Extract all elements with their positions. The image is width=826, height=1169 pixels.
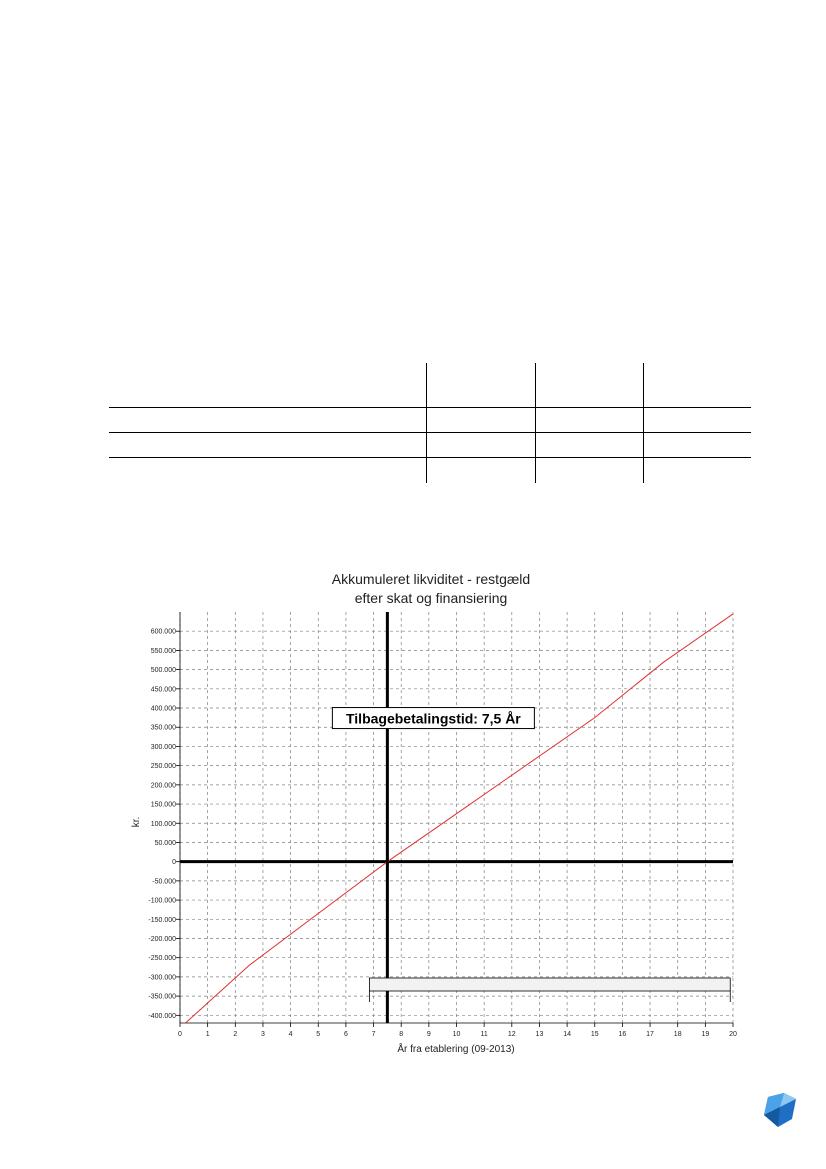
x-tick-label: 2 [233, 1031, 238, 1038]
payback-label: Tilbagebetalingstid: 7,5 År [345, 710, 521, 727]
y-tick-label: 350.000 [150, 724, 176, 732]
y-tick-label: 300.000 [150, 743, 176, 751]
x-tick-label: 7 [371, 1031, 376, 1038]
x-axis-label: År fra etablering (09-2013) [397, 1044, 515, 1055]
x-tick-label: 10 [452, 1031, 461, 1038]
x-tick-label: 1 [205, 1031, 210, 1038]
x-tick-label: 19 [701, 1031, 710, 1038]
y-tick-label: 0 [172, 859, 176, 867]
y-tick-label: -400.000 [148, 1012, 176, 1020]
y-tick-label: 150.000 [150, 801, 176, 809]
axes [176, 612, 733, 1027]
y-tick-label: -350.000 [148, 993, 176, 1001]
x-tick-label: 3 [260, 1031, 265, 1038]
y-tick-label: 600.000 [150, 628, 176, 636]
chart-title-line2: efter skat og finansiering [354, 590, 508, 606]
y-tick-label: -150.000 [148, 916, 176, 924]
y-tick-label: -100.000 [148, 897, 176, 905]
chart-title-line1: Akkumuleret likviditet - restgæld [331, 571, 531, 587]
x-tick-label: 15 [590, 1031, 599, 1038]
y-tick-label: 500.000 [150, 667, 176, 675]
y-tick-label: -200.000 [148, 935, 176, 943]
x-tick-label: 5 [316, 1031, 321, 1038]
y-tick-label: 50.000 [154, 839, 176, 847]
x-tick-label: 8 [399, 1031, 404, 1038]
y-tick-label: -250.000 [148, 955, 176, 963]
y-tick-label: -300.000 [148, 974, 176, 982]
y-tick-label: 400.000 [150, 705, 176, 713]
x-tick-label: 18 [673, 1031, 682, 1038]
series-line [186, 614, 733, 1023]
x-tick-label: 13 [535, 1031, 544, 1038]
x-tick-label: 6 [343, 1031, 348, 1038]
x-tick-label: 14 [563, 1031, 571, 1038]
annotations [332, 612, 730, 1023]
y-tick-label: -50.000 [152, 878, 176, 886]
x-tick-label: 4 [288, 1031, 293, 1038]
y-axis-label: kr. [131, 816, 142, 828]
x-tick-label: 16 [618, 1031, 627, 1038]
x-tick-label: 11 [480, 1031, 488, 1038]
y-tick-label: 550.000 [150, 647, 176, 655]
brand-logo-icon [762, 1093, 798, 1127]
y-tick-label: 100.000 [150, 820, 176, 828]
x-tick-label: 0 [178, 1031, 182, 1038]
y-tick-label: 200.000 [150, 782, 176, 790]
y-tick-label: 250.000 [150, 763, 176, 771]
x-tick-label: 9 [426, 1031, 431, 1038]
x-tick-label: 17 [646, 1031, 654, 1038]
range-box [369, 978, 730, 991]
series [186, 614, 733, 1023]
x-tick-label: 12 [507, 1031, 516, 1038]
x-tick-label: 20 [729, 1031, 737, 1038]
y-tick-label: 450.000 [150, 686, 176, 694]
